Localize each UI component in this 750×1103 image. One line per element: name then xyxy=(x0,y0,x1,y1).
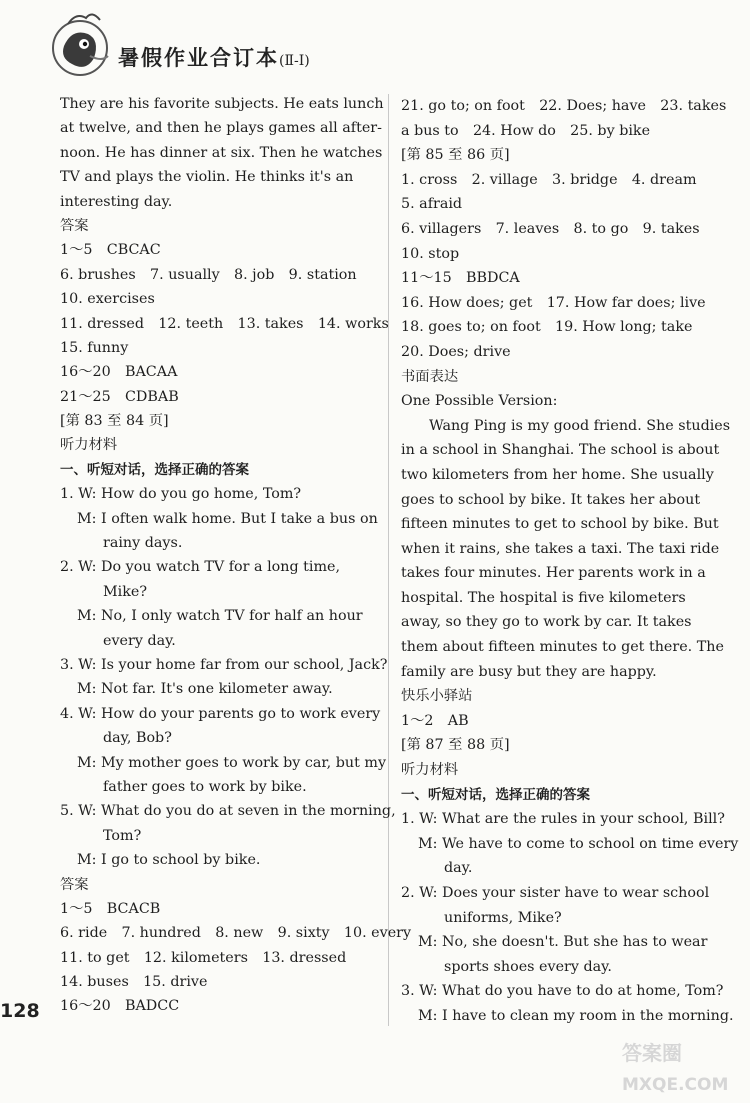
answer-line: 10. exercises xyxy=(60,291,155,308)
essay-line: Wang Ping is my good friend. She studies xyxy=(429,417,731,434)
left-column xyxy=(60,92,412,1019)
essay-line: takes four minutes. Her parents work in a xyxy=(401,565,706,582)
mascot-logo-icon xyxy=(50,6,112,84)
page-header xyxy=(0,0,750,90)
section-heading-listening: 听力材料 xyxy=(401,762,459,779)
text-line: at twelve, and then he plays games all after- xyxy=(60,120,382,137)
answer-line: 21. go to; on foot 22. Does; have 23. takes xyxy=(401,98,727,114)
watermark-text: 答案圈 xyxy=(622,1041,682,1065)
dialogue-line: 2. W: Do you watch TV for a long time, xyxy=(60,559,341,576)
text-line: TV and plays the violin. He thinks it's an xyxy=(60,169,354,186)
dialogue-line: sports shoes every day. xyxy=(444,958,612,975)
dialogue-line: rainy days. xyxy=(103,535,183,552)
dialogue-line: Tom? xyxy=(103,827,142,844)
dialogue-line: M: No, I only watch TV for half an hour xyxy=(77,608,363,625)
dialogue-line: M: I have to clean my room in the morning. xyxy=(418,1007,734,1024)
column-divider xyxy=(388,94,389,1026)
watermark-logo xyxy=(618,1034,748,1100)
text-line: They are his favorite subjects. He eats lunch xyxy=(60,96,384,112)
dialogue-line: father goes to work by bike. xyxy=(103,778,307,795)
dialogue-line: 1. W: What are the rules in your school, Bill? xyxy=(401,811,725,828)
section-heading-dialogue: 一、听短对话，选择正确的答案 xyxy=(401,786,590,803)
answer-line: 1～5 CBCAC xyxy=(60,242,161,259)
answer-line: 6. brushes 7. usually 8. job 9. station xyxy=(60,266,357,283)
answer-line: 11～15 BBDCA xyxy=(401,270,520,287)
answer-line: 1. cross 2. village 3. bridge 4. dream xyxy=(401,171,697,188)
book-title xyxy=(118,42,310,72)
answer-line: 15. funny xyxy=(60,339,129,356)
answer-line: a bus to 24. How do 25. by bike xyxy=(401,122,651,139)
answer-line: 6. villagers 7. leaves 8. to go 9. takes xyxy=(401,220,700,237)
answer-line: 1～5 BCACB xyxy=(60,900,161,917)
dialogue-line: 3. W: Is your home far from our school, Jack? xyxy=(60,656,388,673)
page-number: 128 xyxy=(0,1000,40,1022)
essay-line: in a school in Shanghai. The school is about xyxy=(401,442,720,459)
essay-line: when it rains, she takes a taxi. The taxi ride xyxy=(401,540,720,557)
section-heading-fun: 快乐小驿站 xyxy=(401,688,473,705)
dialogue-line: M: Not far. It's one kilometer away. xyxy=(77,681,333,698)
essay-label: One Possible Version: xyxy=(401,393,558,410)
dialogue-line: Mike? xyxy=(103,583,148,600)
page-range-label: [第 87 至 88 页] xyxy=(401,737,510,754)
dialogue-line: 2. W: Does your sister have to wear school xyxy=(401,885,710,901)
answer-line: 16～20 BACAA xyxy=(60,364,178,381)
answer-line: 16. How does; get 17. How far does; live xyxy=(401,294,706,311)
section-heading-answers: 答案 xyxy=(60,876,89,893)
dialogue-line: 5. W: What do you do at seven in the morning, xyxy=(60,803,396,820)
answer-line: 10. stop xyxy=(401,245,460,262)
dialogue-line: 3. W: What do you have to do at home, Tom? xyxy=(401,983,724,1000)
answer-line: 14. buses 15. drive xyxy=(60,974,208,991)
section-heading-writing: 书面表达 xyxy=(401,368,459,385)
page-range-label: [第 85 至 86 页] xyxy=(401,147,510,164)
dialogue-line: M: I go to school by bike. xyxy=(77,852,261,869)
essay-line: family are busy but they are happy. xyxy=(401,663,657,680)
answer-line: 6. ride 7. hundred 8. new 9. sixty 10. every xyxy=(60,925,412,942)
text-line: noon. He has dinner at six. Then he watches xyxy=(60,144,383,161)
dialogue-line: uniforms, Mike? xyxy=(444,909,562,926)
book-volume: (Ⅱ-Ⅰ) xyxy=(279,53,310,69)
section-heading-listening: 听力材料 xyxy=(60,437,118,454)
answer-line: 1～2 AB xyxy=(401,712,469,729)
dialogue-line: 4. W: How do your parents go to work every xyxy=(60,705,381,722)
essay-line: hospital. The hospital is five kilometers xyxy=(401,589,686,606)
right-column xyxy=(401,94,739,1029)
section-heading-answers: 答案 xyxy=(60,217,89,234)
watermark-url: MXQE.COM xyxy=(622,1075,729,1095)
dialogue-line: M: I often walk home. But I take a bus on xyxy=(77,510,378,527)
essay-line: them about fifteen minutes to get there. The xyxy=(401,639,724,656)
book-title-text: 暑假作业合订本 xyxy=(118,45,279,70)
page-range-label: [第 83 至 84 页] xyxy=(60,413,169,430)
dialogue-line: M: We have to come to school on time every xyxy=(418,835,739,852)
section-heading-dialogue: 一、听短对话，选择正确的答案 xyxy=(60,461,249,478)
dialogue-line: every day. xyxy=(103,632,176,649)
dialogue-line: day, Bob? xyxy=(103,730,172,747)
dialogue-line: M: My mother goes to work by car, but my xyxy=(77,754,387,771)
answer-line: 16～20 BADCC xyxy=(60,998,180,1015)
essay-line: away, so they go to work by car. It takes xyxy=(401,614,692,631)
answer-line: 5. afraid xyxy=(401,196,463,213)
essay-line: two kilometers from her home. She usually xyxy=(401,466,714,483)
essay-line: fifteen minutes to get to school by bike. But xyxy=(401,516,719,533)
answer-line: 11. dressed 12. teeth 13. takes 14. works xyxy=(60,315,389,332)
answer-line: 21～25 CDBAB xyxy=(60,388,179,405)
essay-line: goes to school by bike. It takes her about xyxy=(401,491,701,508)
answer-line: 20. Does; drive xyxy=(401,343,511,360)
answer-line: 18. goes to; on foot 19. How long; take xyxy=(401,319,693,336)
text-line: interesting day. xyxy=(60,193,173,210)
answer-line: 11. to get 12. kilometers 13. dressed xyxy=(60,949,347,966)
dialogue-line: M: No, she doesn't. But she has to wear xyxy=(418,934,708,951)
dialogue-line: 1. W: How do you go home, Tom? xyxy=(60,486,302,503)
dialogue-line: day. xyxy=(444,860,473,877)
